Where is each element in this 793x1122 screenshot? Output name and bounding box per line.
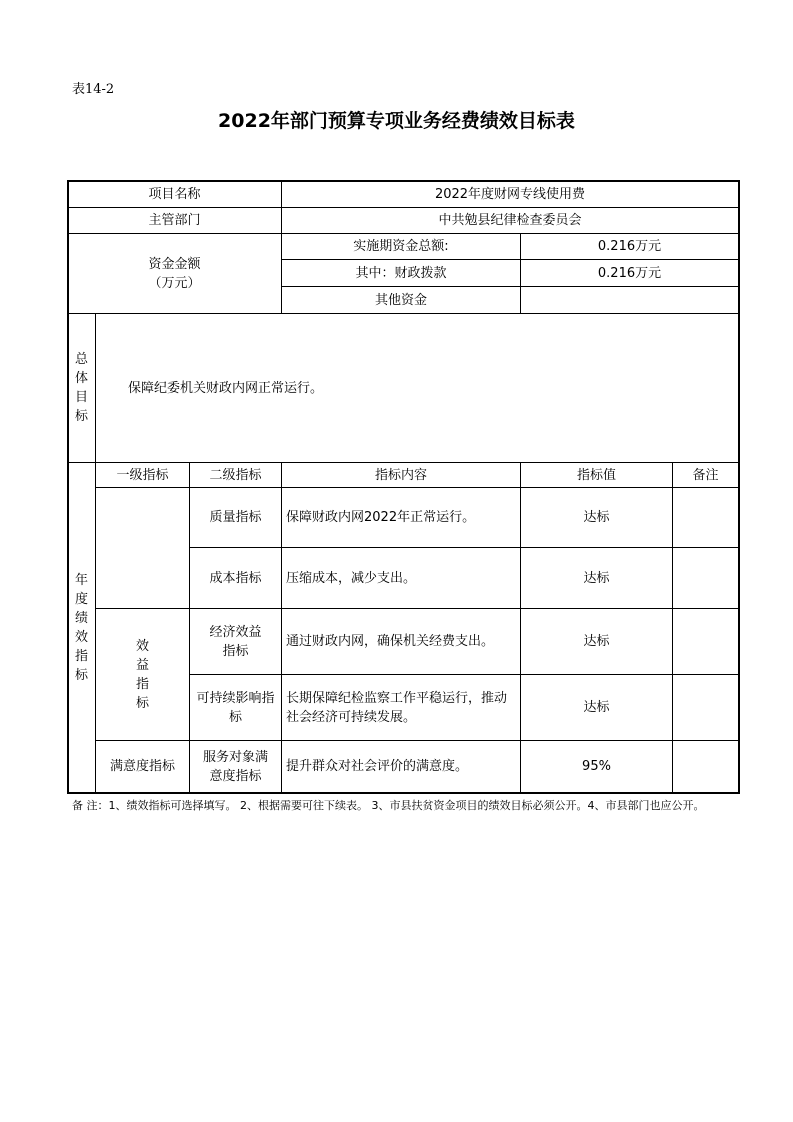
satisfaction-indicator-label: 满意度指标	[109, 759, 175, 774]
funds-label	[68, 234, 281, 313]
header-remark: 备注	[692, 467, 719, 483]
table-row-level2: 成本指标	[209, 570, 262, 586]
table-row-level2: 服务对象满意度指标	[202, 749, 268, 784]
table-row-content: 保障财政内网2022年正常运行。	[286, 510, 476, 525]
table-row-content: 通过财政内网，确保机关经费支出。	[286, 634, 495, 649]
page-title: 2022年部门预算专项业务经费绩效目标表	[218, 110, 575, 132]
overall-goal-label-text: 总体目标	[74, 352, 88, 424]
table-row-value: 达标	[583, 700, 610, 715]
table-row-level2: 可持续影响指标	[196, 690, 275, 725]
overall-goal-text: 保障纪委机关财政内网正常运行。	[128, 380, 324, 396]
table-row-value: 达标	[583, 634, 610, 649]
table-row-remark	[673, 488, 738, 547]
project-name-label: 项目名称	[148, 186, 201, 202]
annual-indicators-label-text: 年度绩效指标	[74, 572, 88, 683]
table-row-remark	[673, 675, 738, 740]
table-row-value: 95%	[582, 759, 611, 774]
table-row-value: 达标	[583, 570, 610, 586]
header-content: 指标内容	[374, 467, 427, 483]
funds-label-line2: （万元）	[148, 275, 201, 291]
form-number: 表14-2	[72, 82, 115, 97]
table-row-level2: 经济效益指标	[209, 624, 262, 659]
funds-label-line1: 资金金额	[148, 256, 201, 272]
total-funds-label: 实施期资金总额:	[353, 239, 449, 254]
table-row-content: 压缩成本，减少支出。	[286, 570, 417, 586]
table-row-content: 提升群众对社会评价的满意度。	[286, 759, 469, 774]
footnote: 备 注：1、绩效指标可选择填写。 2、根据需要可往下续表。 3、市县扶贫资金项目的绩效目标必须公开。4、市县部门也应公开。	[72, 799, 705, 812]
other-funds-value	[521, 287, 738, 313]
total-funds-value: 0.216万元	[597, 239, 662, 254]
benefit-indicator-label	[96, 609, 189, 740]
other-funds-label: 其他资金	[374, 292, 427, 308]
header-level1: 一级指标	[116, 467, 169, 483]
fiscal-funds-value: 0.216万元	[597, 265, 662, 281]
table-row-remark	[673, 741, 738, 792]
annual-indicators-label	[68, 463, 95, 792]
fiscal-funds-label: 其中：财政拨款	[355, 265, 447, 281]
benefit-indicator-label-text: 效益指标	[135, 638, 149, 711]
project-name-value: 2022年度财网专线使用费	[434, 186, 586, 202]
table-row-value: 达标	[583, 510, 610, 525]
table-row-content: 长期保障纪检监察工作平稳运行，推动社会经济可持续发展。	[286, 690, 508, 725]
department-label: 主管部门	[148, 213, 201, 228]
department-value: 中共勉县纪律检查委员会	[438, 213, 582, 228]
header-value: 指标值	[576, 467, 616, 483]
table-row-level2: 质量指标	[209, 510, 262, 525]
overall-goal-label	[68, 314, 95, 462]
header-level2: 二级指标	[209, 467, 262, 483]
table-row-remark	[673, 609, 738, 674]
table-row-remark	[673, 548, 738, 608]
